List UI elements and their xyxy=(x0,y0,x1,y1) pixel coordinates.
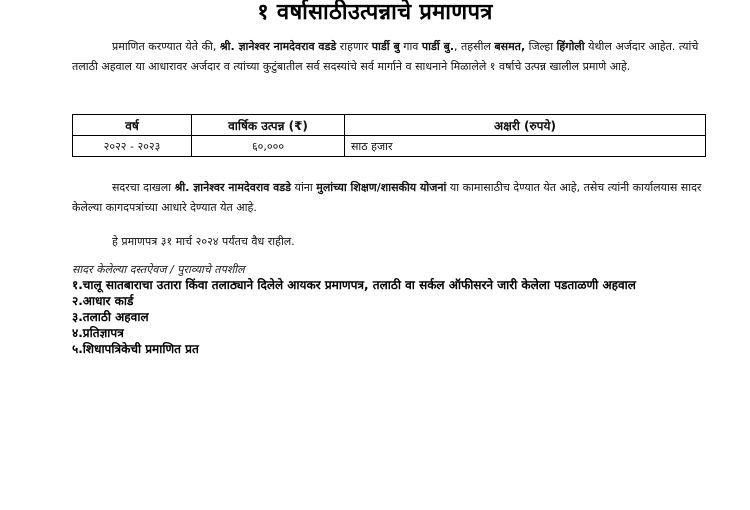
cell-income: ६०,००० xyxy=(192,136,345,157)
list-item: ४.प्रतिज्ञापत्र xyxy=(72,326,124,340)
intro-text: , तहसील xyxy=(454,40,495,53)
purpose-paragraph xyxy=(72,178,712,218)
intro-text: प्रमाणित करण्यात येते की, xyxy=(112,40,220,53)
validity-statement: हे प्रमाणपत्र ३१ मार्च २०२४ पर्यंतच वैध राहील. xyxy=(112,235,295,248)
tehsil-name: बसमत, xyxy=(494,40,526,53)
column-header-in-words: अक्षरी (रुपये) xyxy=(345,115,706,136)
column-header-year: वर्ष xyxy=(73,115,192,136)
applicant-name: श्री. ज्ञानेश्वर नामदेवराव वडडे xyxy=(174,181,292,194)
documents-list xyxy=(72,277,672,357)
village-name: पार्डी बु. xyxy=(421,40,455,53)
intro-paragraph xyxy=(72,37,712,77)
table-row xyxy=(73,136,706,157)
column-header-income: वार्षिक उत्पन्न (₹) xyxy=(192,115,345,136)
documents-heading: सादर केलेल्या दस्तऐवज / पुराव्याचे तपशील xyxy=(72,263,245,276)
cell-in-words: साठ हजार xyxy=(345,136,706,157)
list-item: १.चालू सातबाराचा उतारा किंवा तलाठ्याने दिलेले आयकर प्रमाणपत्र, तलाठी वा सर्कल ऑफीसरने जारी केलेला पडताळणी अहवाल xyxy=(72,278,636,292)
list-item: ३.तलाठी अहवाल xyxy=(72,310,149,324)
income-table xyxy=(72,114,706,157)
purpose-text: या कामासाठीच देण्यात येत आहे, तसेच त्यांनी कार्यालयास सादर केलेल्या कागदपत्रांच्या आधारे देण्यात येत आहे. xyxy=(72,181,702,214)
intro-text: गाव xyxy=(399,40,422,53)
purpose-text: सदरचा दाखला xyxy=(112,181,175,194)
cell-year: २०२२ - २०२३ xyxy=(73,136,192,157)
list-item: ५.शिधापत्रिकेची प्रमाणित प्रत xyxy=(72,342,199,356)
intro-text: राहणार xyxy=(336,40,372,53)
intro-text: जिल्हा xyxy=(525,40,557,53)
applicant-name: श्री. ज्ञानेश्वर नामदेवराव वडडे xyxy=(219,40,337,53)
purpose-name: मुलांच्या शिक्षण/शासकीय योजनां xyxy=(316,181,447,194)
list-item: २.आधार कार्ड xyxy=(72,294,134,308)
intro-text: येथील अर्जदार आहेत. त्यांचे तलाठी अहवाल या आधारावर अर्जदार व त्यांच्या कुटुंबातील सर्व सदस्यांचे सर्व मार्गाने व साधनाने मिळालेले १ वर्षाचे उत्पन्न खालील प्रमाणे आहे. xyxy=(72,40,699,73)
certificate-title: १ वर्षासाठीउत्पन्नाचे प्रमाणपत्र xyxy=(257,0,493,25)
district-name: हिंगोली xyxy=(556,40,585,53)
village-name: पार्डी बु xyxy=(371,40,400,53)
purpose-text: यांना xyxy=(291,181,317,194)
table-header-row xyxy=(73,115,706,136)
